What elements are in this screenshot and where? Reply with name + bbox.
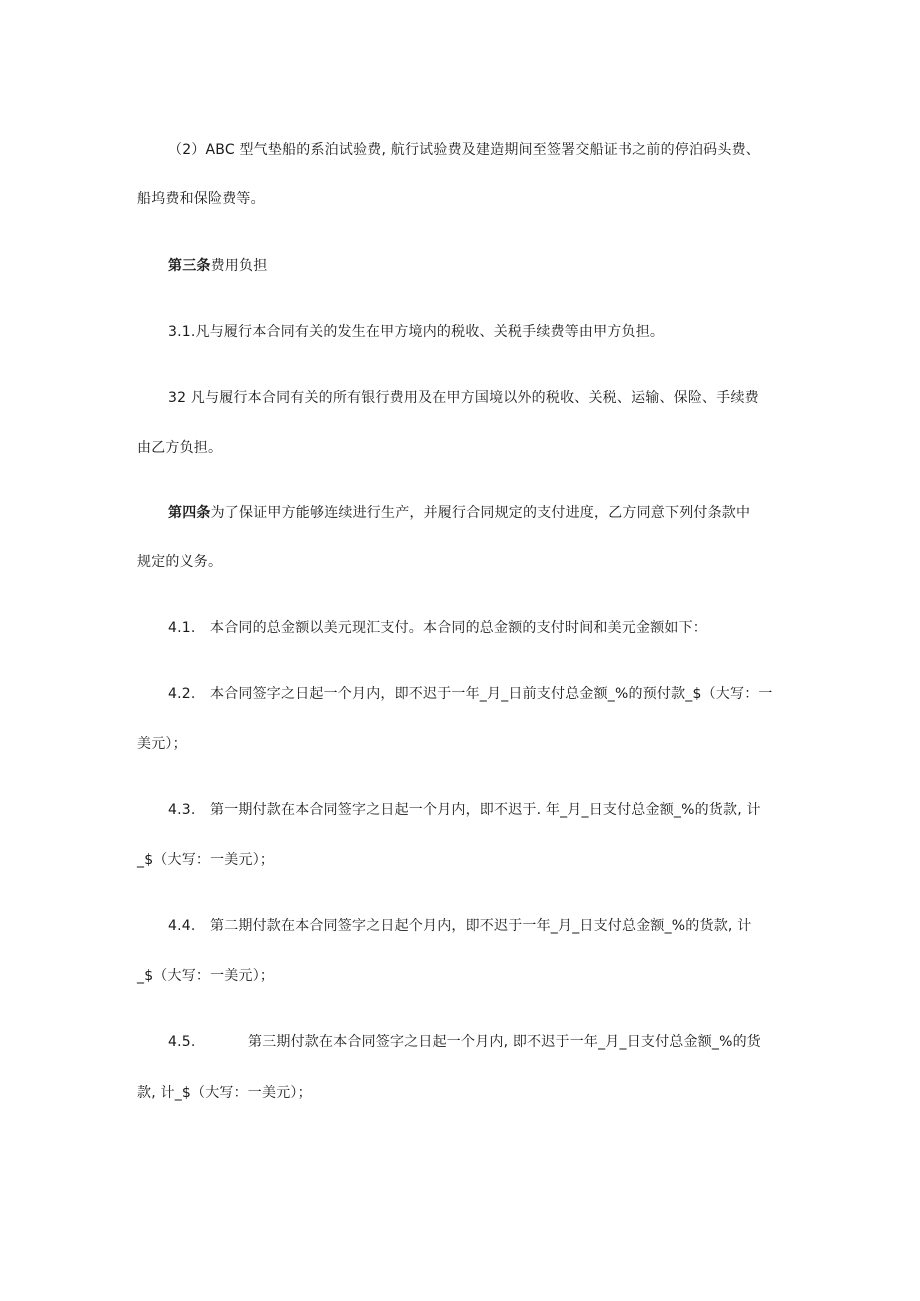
clause-number: 4.4. [168,918,196,934]
article-4-line-1 [168,503,750,523]
clause-3-2-line-2: 由乙方负担。 [137,440,223,456]
clause-number: 4.3. [168,802,196,818]
clause-text: 本合同的总金额以美元现汇支付。本合同的总金额的支付时间和美元金额如下： [210,620,707,636]
clause-4-4-line-1 [168,916,751,936]
clause-4-4-line-2: _$（大写：一美元）； [137,968,275,984]
clause-3-1: 3.1.凡与履行本合同有关的发生在甲方境内的税收、关税手续费等由甲方负担。 [168,324,665,340]
clause-number: 4.1. [168,620,196,636]
article-3-heading [168,256,267,276]
paragraph-2-line-1: （2）ABC 型气垫船的系泊试验费, 航行试验费及建造期间至签署交船证书之前的停泊码头费、 [168,142,760,158]
clause-4-2-line-2: 美元）； [137,736,187,752]
clause-4-5-line-1 [168,1032,761,1052]
article-4-text: 为了保证甲方能够连续进行生产，并履行合同规定的支付进度，乙方同意下列付条款中 [210,505,751,521]
clause-text: 本合同签字之日起一个月内，即不迟于一年_月_日前支付总金额_%的预付款_$（大写：一 [210,686,773,702]
article-4-number: 第四条 [168,505,211,521]
clause-4-3-line-2: _$（大写：一美元）； [137,852,275,868]
clause-number: 4.5. [168,1034,196,1050]
clause-4-1 [168,618,707,638]
clause-text: 第三期付款在本合同签字之日起一个月内, 即不迟于一年_月_日支付总金额_%的货 [248,1034,762,1050]
article-3-title: 费用负担 [210,258,268,274]
clause-3-2-line-1: 32 凡与履行本合同有关的所有银行费用及在甲方国境以外的税收、关税、运输、保险、手续费 [168,390,759,406]
clause-text: 第二期付款在本合同签字之日起个月内，即不迟于一年_月_日支付总金额_%的货款, 计 [210,918,752,934]
clause-number: 4.2. [168,686,196,702]
clause-4-3-line-1 [168,800,761,820]
clause-text: 第一期付款在本合同签字之日起一个月内，即不迟于. 年_月_日支付总金额_%的货款, 计 [210,802,761,818]
clause-4-5-line-2: 款, 计_$（大写：一美元）； [137,1085,312,1101]
clause-4-2-line-1 [168,684,773,704]
article-4-line-2: 规定的义务。 [137,554,223,570]
paragraph-2-line-2: 船坞费和保险费等。 [137,191,265,207]
article-3-number: 第三条 [168,258,211,274]
